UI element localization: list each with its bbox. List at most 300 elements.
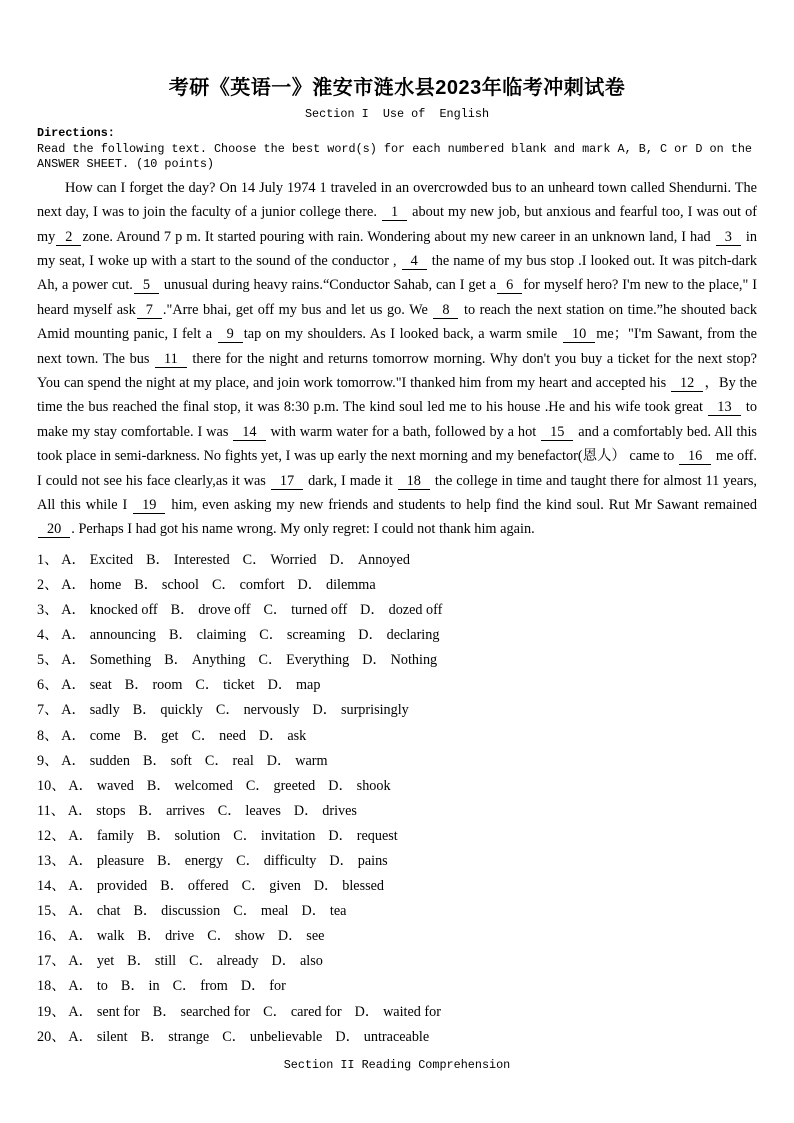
option-letter: D． — [271, 953, 296, 970]
option-letter: B． — [170, 602, 195, 619]
option-A — [68, 928, 124, 944]
option-C — [207, 928, 265, 944]
blank-15: 15 — [541, 424, 573, 441]
option-A — [61, 652, 151, 668]
question-row-20 — [37, 1025, 757, 1050]
question-row-2 — [37, 573, 757, 598]
option-text: waited for — [383, 1003, 441, 1020]
option-D — [362, 652, 437, 668]
option-letter: C． — [207, 928, 231, 945]
question-row-15 — [37, 899, 757, 924]
option-A — [68, 778, 133, 794]
option-text: ask — [287, 727, 307, 744]
option-C — [263, 602, 347, 618]
option-C — [243, 552, 317, 568]
option-text: drive — [165, 928, 195, 945]
option-letter: A． — [61, 702, 86, 719]
option-letter: B． — [157, 853, 181, 869]
option-text: Anything — [191, 652, 246, 669]
option-C — [242, 878, 301, 894]
option-letter: D． — [301, 903, 326, 920]
question-number: 16、 — [37, 928, 66, 945]
option-letter: B． — [164, 652, 188, 669]
option-text: declaring — [386, 627, 440, 644]
blank-5: 5 — [134, 277, 159, 294]
option-letter: B． — [138, 802, 163, 819]
option-text: given — [269, 878, 301, 895]
option-A — [68, 903, 120, 919]
blank-7: 7 — [137, 302, 162, 319]
option-text: in — [148, 978, 160, 995]
option-text: Worried — [270, 551, 317, 568]
option-A — [68, 978, 107, 994]
option-text: request — [356, 827, 398, 844]
option-text: walk — [96, 928, 125, 945]
option-D — [294, 803, 357, 819]
option-letter: A． — [68, 903, 93, 920]
question-number: 20、 — [37, 1028, 66, 1045]
question-number: 17、 — [37, 953, 66, 970]
question-row-11 — [37, 799, 757, 824]
option-B — [134, 577, 199, 593]
question-number: 12、 — [37, 827, 66, 844]
question-row-12 — [37, 824, 757, 849]
option-text: map — [296, 677, 321, 694]
question-number: 9、 — [37, 752, 59, 769]
option-text: real — [232, 752, 254, 769]
option-letter: B． — [132, 702, 157, 719]
option-letter: D． — [258, 727, 284, 744]
option-letter: B． — [134, 576, 158, 593]
option-B — [146, 552, 230, 568]
option-letter: A． — [68, 878, 93, 895]
option-D — [313, 702, 409, 718]
option-B — [164, 652, 245, 668]
option-A — [61, 677, 112, 693]
option-letter: C． — [204, 752, 229, 769]
option-D — [328, 778, 390, 794]
option-C — [205, 753, 254, 769]
option-D — [358, 627, 439, 643]
option-text: dilemma — [325, 576, 376, 593]
option-letter: A． — [68, 928, 93, 945]
option-text: shook — [356, 777, 391, 794]
option-letter: A． — [61, 576, 86, 593]
section2-heading: Section II Reading Comprehension — [283, 1057, 511, 1072]
option-letter: A． — [68, 853, 93, 869]
option-text: leaves — [245, 802, 281, 819]
option-text: soft — [170, 752, 192, 769]
option-text: drives — [322, 802, 357, 819]
option-letter: A． — [68, 1028, 93, 1045]
question-row-13 — [37, 849, 757, 874]
option-text: silent — [96, 1028, 128, 1045]
option-letter: B． — [133, 727, 158, 744]
question-number: 7、 — [37, 702, 59, 719]
option-text: chat — [96, 903, 121, 920]
question-row-8 — [37, 724, 757, 749]
option-letter: D． — [328, 777, 353, 794]
option-B — [138, 803, 204, 819]
question-number: 6、 — [37, 677, 59, 694]
blank-10: 10 — [563, 326, 595, 343]
blank-19: 19 — [133, 497, 165, 514]
option-text: surprisingly — [340, 702, 409, 719]
option-text: offered — [187, 878, 229, 895]
question-number: 1、 — [37, 551, 59, 568]
option-D — [298, 577, 376, 593]
option-text: ticket — [223, 677, 255, 694]
question-number: 4、 — [37, 627, 59, 644]
option-text: dozed off — [388, 602, 443, 619]
question-number: 3、 — [37, 602, 59, 619]
option-text: claiming — [196, 627, 247, 644]
option-text: screaming — [286, 627, 346, 644]
option-C — [246, 778, 315, 794]
option-letter: C． — [245, 777, 270, 794]
option-text: discussion — [161, 903, 221, 920]
option-text: blessed — [342, 878, 385, 895]
question-row-7 — [37, 698, 757, 723]
option-text: unbelievable — [249, 1028, 323, 1045]
option-text: still — [154, 953, 177, 970]
option-A — [68, 953, 114, 969]
option-letter: C． — [236, 853, 260, 869]
option-letter: D． — [293, 802, 319, 819]
question-row-9 — [37, 749, 757, 774]
option-D — [272, 953, 323, 969]
option-text: Something — [89, 652, 152, 669]
option-B — [141, 1029, 210, 1045]
option-D — [355, 1004, 441, 1020]
question-row-18 — [37, 974, 757, 999]
option-A — [61, 753, 130, 769]
option-C — [189, 953, 258, 969]
option-text: waved — [96, 777, 134, 794]
option-letter: D． — [267, 677, 293, 694]
option-D — [329, 552, 409, 568]
option-text: get — [161, 727, 179, 744]
option-letter: B． — [160, 878, 184, 895]
option-letter: A． — [68, 978, 93, 995]
option-B — [127, 953, 176, 969]
option-text: warm — [295, 752, 328, 769]
question-row-6 — [37, 673, 757, 698]
option-text: welcomed — [174, 777, 233, 794]
option-C — [236, 853, 316, 869]
option-letter: D． — [312, 702, 337, 719]
option-C — [233, 903, 288, 919]
option-B — [169, 627, 246, 643]
option-B — [143, 753, 192, 769]
option-text: sudden — [89, 752, 130, 769]
option-text: need — [219, 727, 246, 744]
passage: How can I forget the day? On 14 July 1974 1 traveled in an overcrowded bus to an unheard town called Shendurni. The next day, I was to join the faculty of a junior college there. 1 about my new job, but anxious and fearful too, I was out of my 2 zone. Around 7 p m. It started pouring with rain. Wondering about my new career in an unknown land, I had 3 in my seat, I woke up with a start to the sound of the conductor , 4 the name of my bus stop .I looked out. It was pitch-dark Ah, a power cut. 5 unusual during heavy rains.“Conductor Sahab, can I get a 6 for myself hero? I'm new to the place," I heard myself ask 7 ."Arre bhai, get off my bus and let us go. We 8 to reach the next station on time.”he shouted back Amid mounting panic, I felt a 9 tap on my shoulders. As I looked back, a warm smile 10 me；"I'm Sawant, from the next town. The bus 11 there for the night and returns tomorrow morning. Why don't you buy a ticket for the next stop? You can spend the night at my place, and join work tomorrow."I thanked him from my heart and accepted his 12 ，By the time the bus reached the final stop, it was 8:30 p.m. The kind soul led me to his house .He and his wife took great 13 to make my stay comfortable. I was 14 with warm water for a bath, followed by a hot 15 and a comfortably bed. All this took place in semi-darkness. No fights yet, I was up early the next morning and my benefactor(恩人） came to 16 me off. I could not see his face clearly,as it was 17 dark, I made it 18 the college in time and taught there for almost 11 years, All this while I 19 him, even asking my new friends and students to help find the kind soul. Rut Mr Sawant remained 20 . Perhaps I had got his name wrong. My only regret: I could not thank him again. — [37, 179, 758, 538]
directions-block — [37, 126, 760, 173]
option-D — [328, 828, 397, 844]
option-letter: C． — [222, 1028, 246, 1045]
blank-14: 14 — [233, 424, 265, 441]
option-D — [335, 1029, 429, 1045]
option-text: room — [152, 677, 183, 694]
option-B — [171, 602, 251, 618]
option-letter: A． — [61, 677, 86, 694]
option-text: sadly — [89, 702, 120, 719]
option-text: greeted — [273, 777, 316, 794]
option-text: drove off — [198, 602, 251, 619]
option-D — [268, 677, 321, 693]
option-text: Excited — [89, 551, 134, 568]
option-C — [216, 702, 300, 718]
option-B — [121, 978, 160, 994]
option-A — [61, 602, 157, 618]
question-row-19 — [37, 1000, 757, 1025]
option-A — [68, 828, 133, 844]
option-letter: C． — [233, 827, 257, 844]
option-D — [241, 978, 286, 994]
question-number: 15、 — [37, 903, 66, 920]
option-text: yet — [96, 953, 115, 970]
option-text: Interested — [173, 551, 230, 568]
option-text: tea — [329, 903, 347, 920]
option-B — [157, 853, 223, 869]
option-B — [133, 702, 203, 718]
option-letter: D． — [329, 551, 354, 568]
option-text: stops — [96, 802, 126, 819]
option-letter: C． — [258, 652, 283, 669]
option-letter: C． — [263, 1003, 287, 1020]
question-row-10 — [37, 774, 757, 799]
option-text: also — [299, 953, 323, 970]
question-row-5 — [37, 648, 757, 673]
option-letter: B． — [146, 827, 171, 844]
option-B — [137, 928, 194, 944]
option-letter: C． — [217, 802, 242, 819]
option-D — [267, 753, 328, 769]
option-D — [329, 853, 387, 869]
option-letter: D． — [329, 853, 354, 869]
option-C — [212, 577, 285, 593]
blank-1: 1 — [382, 204, 407, 221]
option-C — [218, 803, 281, 819]
option-B — [153, 1004, 250, 1020]
option-letter: A． — [67, 802, 93, 819]
option-text: Annoyed — [357, 551, 410, 568]
option-letter: C． — [241, 878, 266, 895]
blank-16: 16 — [679, 448, 711, 465]
option-A — [68, 853, 144, 869]
option-text: turned off — [291, 602, 348, 619]
option-letter: A． — [61, 652, 86, 669]
blank-11: 11 — [155, 351, 187, 368]
option-D — [259, 728, 306, 744]
option-letter: B． — [146, 777, 171, 794]
option-A — [68, 878, 147, 894]
question-row-14 — [37, 874, 757, 899]
option-letter: C． — [259, 627, 283, 644]
option-text: invitation — [260, 827, 316, 844]
questions-list — [37, 548, 757, 1050]
option-letter: A． — [68, 827, 93, 844]
option-letter: A． — [68, 777, 93, 794]
option-letter: D． — [313, 878, 339, 895]
option-letter: D． — [354, 1003, 380, 1020]
option-letter: C． — [215, 702, 240, 719]
option-A — [68, 1029, 127, 1045]
option-letter: A． — [61, 627, 86, 644]
question-row-16 — [37, 924, 757, 949]
option-text: sent for — [96, 1003, 140, 1020]
page-title: 考研《英语一》淮安市涟水县2023年临考冲刺试卷 — [168, 77, 626, 99]
blank-18: 18 — [398, 473, 430, 490]
blank-2: 2 — [56, 229, 81, 246]
option-text: see — [306, 928, 325, 945]
option-C — [173, 978, 228, 994]
blank-20: 20 — [38, 521, 70, 538]
option-text: searched for — [180, 1003, 251, 1020]
option-A — [61, 728, 120, 744]
option-letter: D． — [297, 576, 322, 593]
question-number: 10、 — [37, 777, 66, 794]
option-text: comfort — [239, 576, 285, 593]
option-text: come — [89, 727, 121, 744]
option-text: already — [216, 953, 259, 970]
blank-6: 6 — [497, 277, 522, 294]
option-B — [125, 677, 183, 693]
section1-heading: Section I Use of English — [304, 107, 490, 121]
option-letter: C． — [242, 551, 267, 568]
option-text: energy — [184, 853, 224, 869]
option-letter: D． — [360, 602, 385, 619]
option-text: cared for — [290, 1003, 342, 1020]
question-number: 14、 — [37, 878, 66, 895]
option-C — [191, 728, 245, 744]
option-text: Everything — [286, 652, 350, 669]
question-number: 18、 — [37, 978, 66, 995]
option-C — [233, 828, 315, 844]
option-letter: B． — [152, 1003, 177, 1020]
option-text: school — [161, 576, 199, 593]
option-letter: A． — [68, 1003, 93, 1020]
option-letter: B． — [124, 677, 149, 694]
option-B — [133, 903, 220, 919]
option-text: untraceable — [363, 1028, 430, 1045]
option-D — [360, 602, 442, 618]
option-letter: B． — [127, 953, 151, 970]
blank-12: 12 — [671, 375, 703, 392]
directions-text: Read the following text. Choose the best word(s) for each numbered blank and mark A, B, C or D on the ANSWER SHEET. (10 points) — [37, 141, 760, 172]
option-text: meal — [260, 903, 289, 920]
option-letter: D． — [266, 752, 292, 769]
option-letter: A． — [68, 953, 93, 970]
option-A — [61, 627, 156, 643]
option-letter: D． — [277, 928, 303, 945]
option-letter: A． — [61, 602, 86, 619]
option-D — [301, 903, 346, 919]
option-letter: B． — [146, 551, 170, 568]
option-C — [258, 652, 349, 668]
option-letter: B． — [140, 1028, 165, 1045]
option-letter: A． — [61, 752, 86, 769]
option-text: pains — [357, 853, 388, 869]
option-letter: A． — [61, 551, 86, 568]
option-letter: B． — [133, 903, 158, 920]
option-text: for — [269, 978, 286, 995]
option-letter: C． — [263, 602, 288, 619]
question-row-3 — [37, 598, 757, 623]
directions-label: Directions: — [37, 126, 115, 140]
option-C — [259, 627, 345, 643]
question-number: 19、 — [37, 1003, 66, 1020]
blank-4: 4 — [402, 253, 427, 270]
option-text: strange — [168, 1028, 210, 1045]
option-letter: D． — [362, 652, 387, 669]
option-D — [278, 928, 325, 944]
option-text: nervously — [243, 702, 300, 719]
option-text: quickly — [160, 702, 203, 719]
option-letter: D． — [335, 1028, 360, 1045]
option-text: to — [96, 978, 108, 995]
option-letter: B． — [142, 752, 167, 769]
question-number: 11、 — [37, 802, 65, 819]
question-row-17 — [37, 949, 757, 974]
option-B — [147, 828, 220, 844]
option-B — [133, 728, 178, 744]
option-letter: D． — [358, 627, 383, 644]
option-C — [195, 677, 254, 693]
option-letter: D． — [328, 827, 353, 844]
option-text: family — [96, 827, 134, 844]
option-letter: C． — [172, 978, 197, 995]
option-letter: B． — [120, 978, 145, 995]
option-text: arrives — [166, 802, 205, 819]
option-letter: D． — [240, 978, 266, 995]
option-A — [68, 803, 126, 819]
option-C — [222, 1029, 322, 1045]
blank-8: 8 — [433, 302, 458, 319]
question-row-4 — [37, 623, 757, 648]
option-letter: C． — [211, 576, 236, 593]
option-A — [61, 577, 121, 593]
option-letter: B． — [137, 928, 162, 945]
question-number: 2、 — [37, 576, 59, 593]
question-number: 5、 — [37, 652, 59, 669]
blank-13: 13 — [708, 399, 740, 416]
question-row-1 — [37, 548, 757, 573]
blank-3: 3 — [716, 229, 741, 246]
question-number: 8、 — [37, 727, 59, 744]
option-text: announcing — [89, 627, 156, 644]
option-A — [68, 1004, 139, 1020]
option-A — [61, 552, 133, 568]
option-text: pleasure — [96, 853, 145, 869]
option-text: solution — [174, 827, 221, 844]
option-text: show — [234, 928, 265, 945]
option-D — [314, 878, 384, 894]
question-number: 13、 — [37, 853, 66, 869]
option-C — [263, 1004, 341, 1020]
option-A — [61, 702, 119, 718]
option-text: knocked off — [89, 602, 158, 619]
blank-9: 9 — [218, 326, 243, 343]
option-letter: A． — [61, 727, 86, 744]
option-B — [160, 878, 228, 894]
option-B — [147, 778, 233, 794]
option-text: home — [89, 576, 122, 593]
option-text: provided — [96, 878, 148, 895]
option-letter: C． — [189, 953, 213, 970]
option-text: difficulty — [263, 853, 317, 869]
